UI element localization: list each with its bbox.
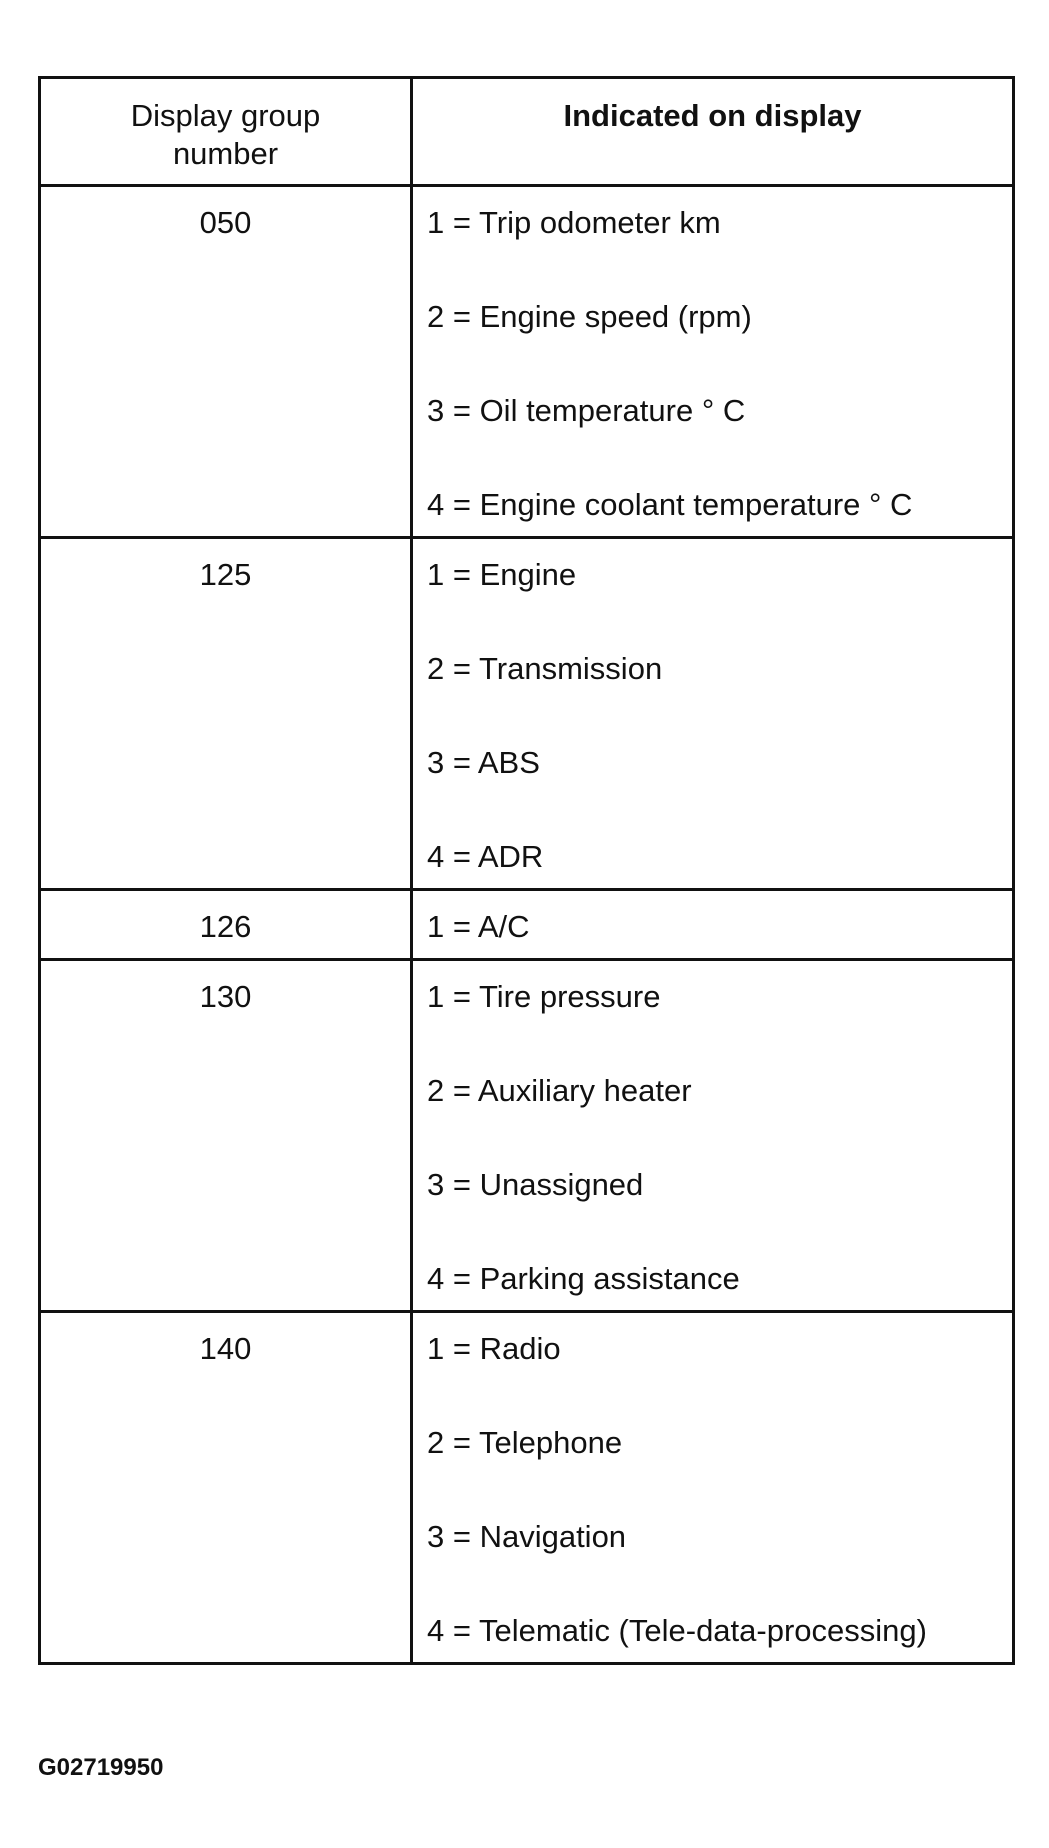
indicated-item: 3 = ABS [427,745,540,780]
indicated-item: 1 = A/C [427,909,530,944]
indicated-item: 3 = Oil temperature ° C [427,393,746,428]
indicated-item: 1 = Engine [427,557,577,592]
header-display-group-number: Display group number [40,78,412,186]
indicated-items-cell [412,890,1014,960]
table-body [40,186,1014,1664]
header-indicated-on-display: Indicated on display [412,78,1014,186]
indicated-item: 4 = Telematic (Tele-data-processing) [427,1613,927,1648]
indicated-item: 4 = ADR [427,839,544,874]
indicated-items-cell [412,1312,1014,1664]
indicated-item: 2 = Engine speed (rpm) [427,299,752,334]
indicated-items-cell [412,960,1014,1312]
table-row [40,538,1014,890]
indicated-item: 3 = Navigation [427,1519,627,1554]
indicated-item: 4 = Parking assistance [427,1261,740,1296]
table-row [40,1312,1014,1664]
indicated-item: 2 = Telephone [427,1425,623,1460]
indicated-items-cell [412,538,1014,890]
display-group-table [38,76,1015,1665]
indicated-item: 2 = Transmission [427,651,663,686]
table-row [40,890,1014,960]
display-group-number: 140 [40,1312,412,1664]
indicated-item: 4 = Engine coolant temperature ° C [427,487,913,522]
indicated-item: 1 = Tire pressure [427,979,661,1014]
table-row [40,960,1014,1312]
figure-code: G02719950 [38,1754,164,1781]
display-group-number: 126 [40,890,412,960]
indicated-items-cell [412,186,1014,538]
indicated-item: 3 = Unassigned [427,1167,644,1202]
display-group-number: 125 [40,538,412,890]
indicated-item: 1 = Radio [427,1331,561,1366]
indicated-item: 1 = Trip odometer km [427,205,721,240]
display-group-number: 130 [40,960,412,1312]
table-header-row [40,78,1014,186]
indicated-item: 2 = Auxiliary heater [427,1073,692,1108]
table-row [40,186,1014,538]
display-group-number: 050 [40,186,412,538]
